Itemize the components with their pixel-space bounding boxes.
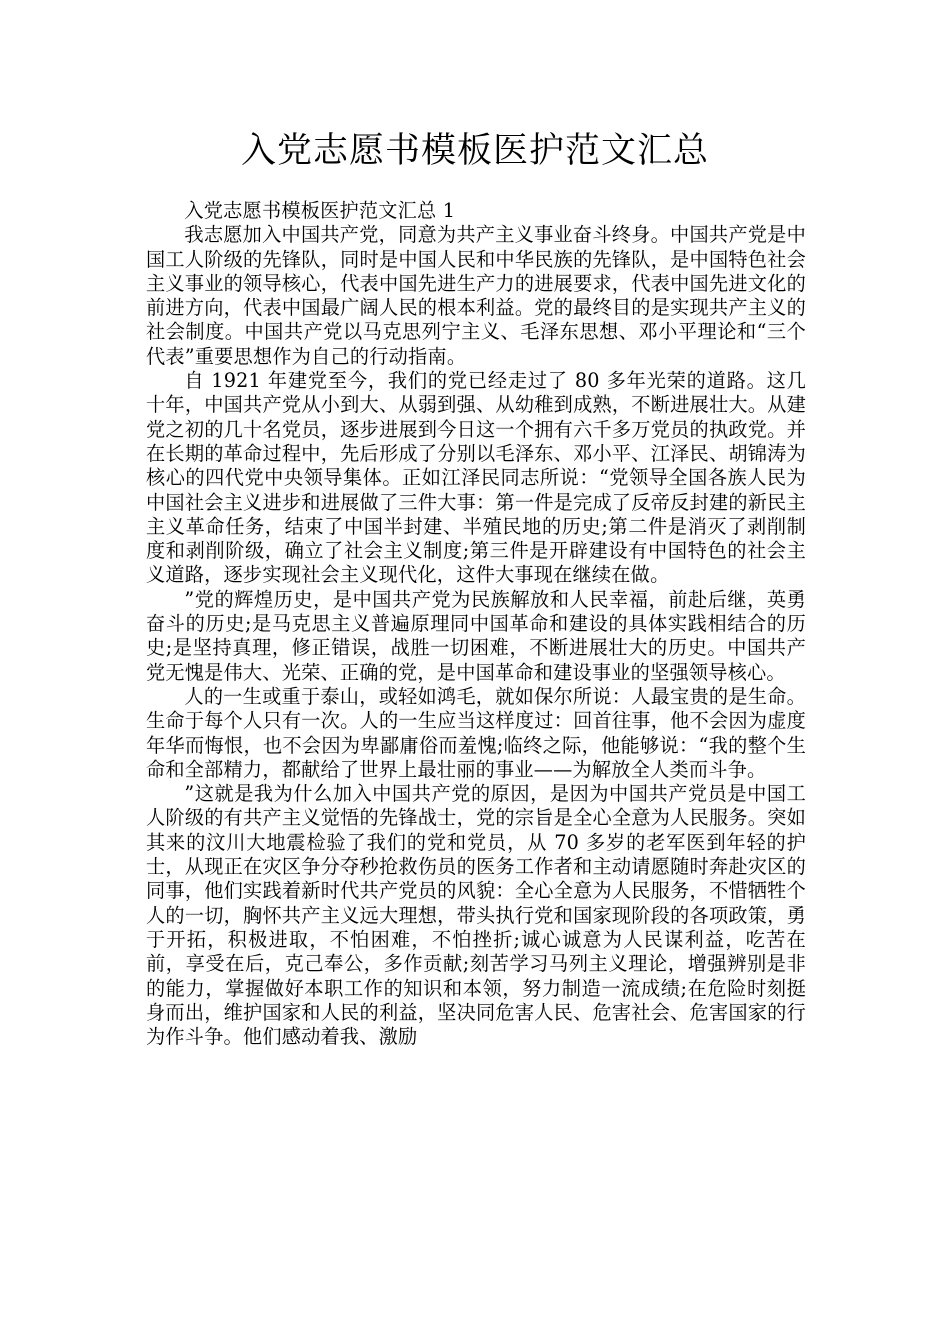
paragraph: 我志愿加入中国共产党，同意为共产主义事业奋斗终身。中国共产党是中国工人阶级的先锋队，同时是中国人民和中华民族的先锋队，是中国特色社会主义事业的领导核心，代表中国先进生产力的进展要求，代表中国先进文化的前进方向，代表中国最广阔人民的根本利益。党的最终目的是实现共产主义的社会制度。中国共产党以马克思列宁主义、毛泽东思想、邓小平理论和“三个代表”重要思想作为自己的行动指南。 bbox=[146, 223, 806, 368]
section-heading: 入党志愿书模板医护范文汇总 1 bbox=[184, 199, 456, 222]
paragraph: 人的一生或重于泰山，或轻如鸿毛，就如保尔所说：人最宝贵的是生命。生命于每个人只有一次。人的一生应当这样度过：回首往事，他不会因为虚度年华而悔恨，也不会因为卑鄙庸俗而羞愧;临终之际，他能够说：“我的整个生命和全部精力，都献给了世界上最壮丽的事业——为解放全人类而斗争。 bbox=[146, 684, 806, 781]
paragraph: 自 1921 年建党至今，我们的党已经走过了 80 多年光荣的道路。这几十年，中国共产党从小到大、从弱到强、从幼稚到成熟，不断进展壮大。从建党之初的几十名党员，逐步进展到今日这一个拥有六千多万党员的执政党。并在长期的革命过程中，先后形成了分别以毛泽东、邓小平、江泽民、胡锦涛为核心的四代党中央领导集体。正如江泽民同志所说：“党领导全国各族人民为中国社会主义进步和进展做了三件大事：第一件是完成了反帝反封建的新民主主义革命任务，结束了中国半封建、半殖民地的历史;第二件是消灭了剥削制度和剥削阶级，确立了社会主义制度;第三件是开辟建设有中国特色的社会主义道路，逐步实现社会主义现代化，这件大事现在继续在做。 bbox=[146, 369, 806, 587]
paragraph: ”这就是我为什么加入中国共产党的原因，是因为中国共产党员是中国工人阶级的有共产主义觉悟的先锋战士，党的宗旨是全心全意为人民服务。突如其来的汶川大地震检验了我们的党和党员，从 70 多岁的老军医到年轻的护士，从现正在灾区争分夺秒抢救伤员的医务工作者和主动请愿随时奔赴灾区的同事，他们实践着新时代共产党员的风貌：全心全意为人民服务，不惜牺牲个人的一切，胸怀共产主义远大理想，带头执行党和国家现阶段的各项政策，勇于开拓，积极进取，不怕困难，不怕挫折;诚心诚意为人民谋利益，吃苦在前，享受在后，克己奉公，多作贡献;刻苦学习马列主义理论，增强辨别是非的能力，掌握做好本职工作的知识和本领，努力制造一流成绩;在危险时刻挺身而出，维护国家和人民的利益，坚决同危害人民、危害社会、危害国家的行为作斗争。他们感动着我、激励 bbox=[146, 782, 806, 1049]
document-title: 入党志愿书模板医护范文汇总 bbox=[240, 131, 709, 171]
document-body bbox=[146, 199, 806, 1049]
paragraph: ”党的辉煌历史，是中国共产党为民族解放和人民幸福，前赴后继，英勇奋斗的历史;是马克思主义普遍原理同中国革命和建设的具体实践相结合的历史;是坚持真理，修正错误，战胜一切困难，不断进展壮大的历史。中国共产党无愧是伟大、光荣、正确的党，是中国革命和建设事业的坚强领导核心。 bbox=[146, 587, 806, 684]
